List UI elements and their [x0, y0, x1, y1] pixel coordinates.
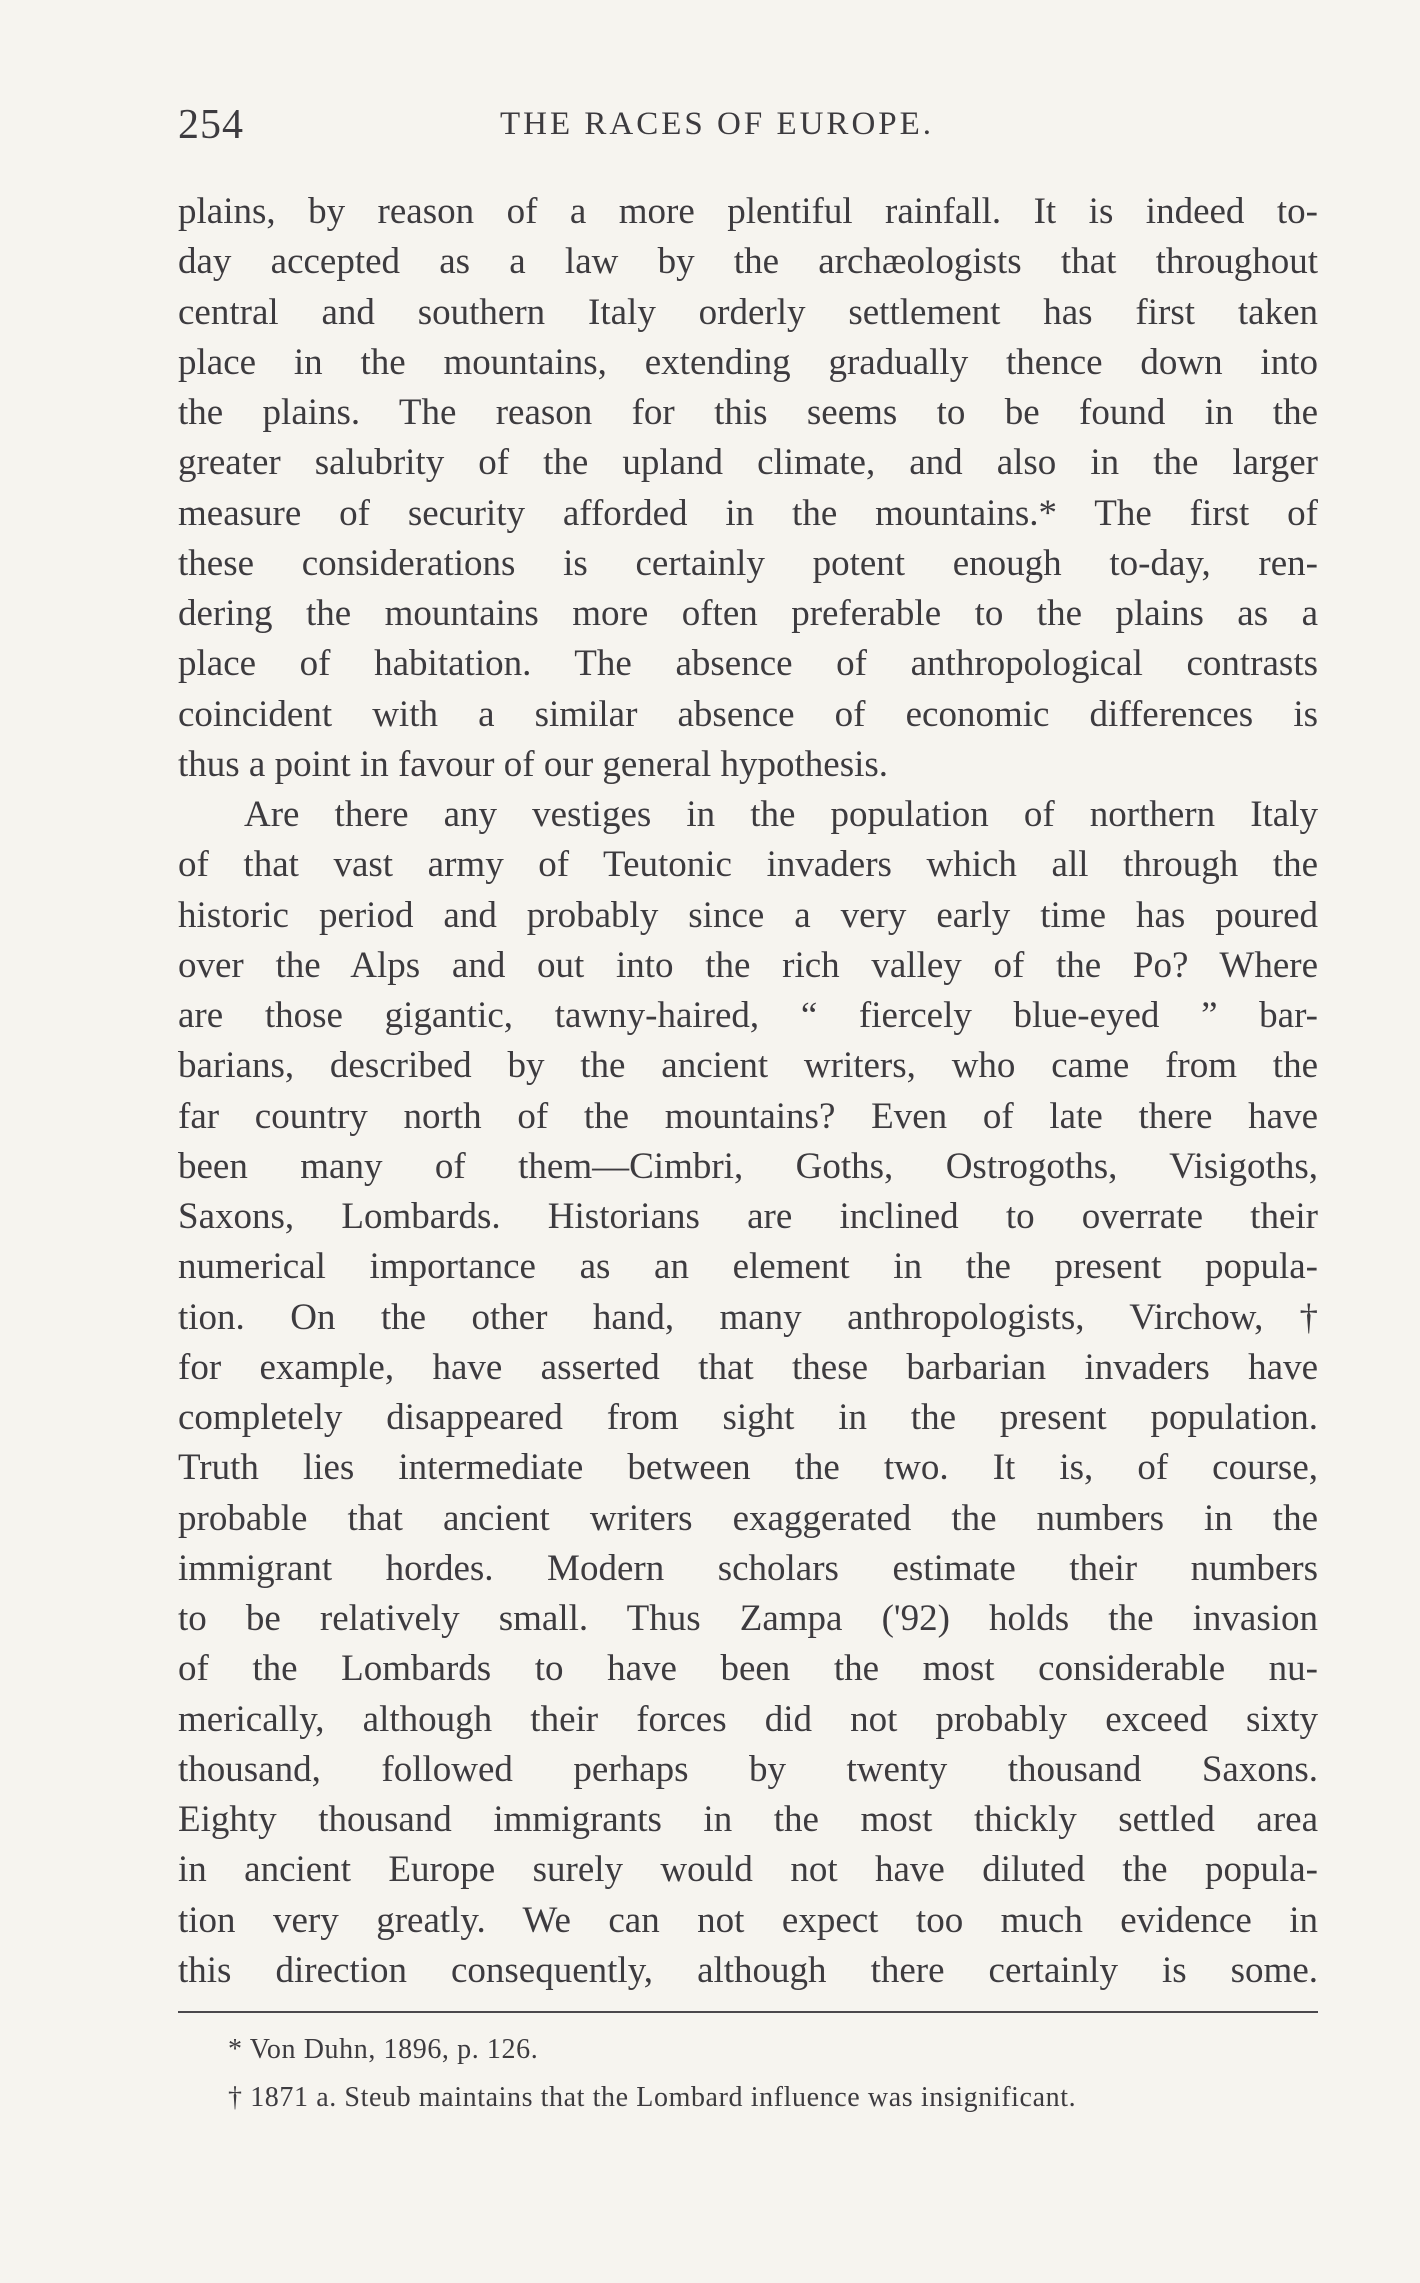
running-head: THE RACES OF EUROPE. — [500, 106, 935, 142]
text-line: coincident with a similar absence of economic differences is — [178, 693, 1318, 735]
text-line: this direction consequently, although there certainly is some. — [178, 1949, 1318, 1991]
text-line: probable that ancient writers exaggerated the numbers in the — [178, 1497, 1318, 1539]
text-line: thus a point in favour of our general hypothesis. — [178, 743, 889, 785]
text-line: merically, although their forces did not probably exceed sixty — [178, 1698, 1318, 1740]
text-line: these considerations is certainly potent enough to-day, ren- — [178, 542, 1318, 584]
text-line: immigrant hordes. Modern scholars estimate their numbers — [178, 1547, 1318, 1589]
text-line: measure of security afforded in the mountains.* The first of — [178, 492, 1318, 534]
footnotes — [228, 2026, 1318, 2122]
text-line: barians, described by the ancient writers, who came from the — [178, 1045, 1318, 1087]
text-line: plains, by reason of a more plentiful rainfall. It is indeed to- — [178, 191, 1318, 232]
text-line: thousand, followed perhaps by twenty thousand Saxons. — [178, 1748, 1318, 1790]
text-line: day accepted as a law by the archæologists that throughout — [178, 241, 1318, 283]
text-line: of that vast army of Teutonic invaders which all through the — [178, 844, 1318, 886]
footnote-rule — [178, 2011, 1318, 2013]
text-line: place of habitation. The absence of anthropological contrasts — [178, 643, 1318, 685]
text-line: over the Alps and out into the rich valley of the Po? Where — [178, 944, 1318, 986]
text-line: place in the mountains, extending gradually thence down into — [178, 341, 1318, 383]
text-line: the plains. The reason for this seems to be found in the — [178, 392, 1318, 433]
text-line: been many of them—Cimbri, Goths, Ostrogoths, Visigoths, — [178, 1145, 1318, 1187]
text-line: dering the mountains more often preferable to the plains as a — [178, 593, 1318, 634]
body-text — [178, 187, 1318, 1996]
text-line: are those gigantic, tawny-haired, “ fiercely blue-eyed ” bar- — [178, 995, 1318, 1036]
text-line: Saxons, Lombards. Historians are inclined to overrate their — [178, 1196, 1318, 1237]
text-line: Eighty thousand immigrants in the most thickly settled area — [178, 1799, 1318, 1840]
text-line: far country north of the mountains? Even of late there have — [178, 1095, 1318, 1137]
text-line: greater salubrity of the upland climate, and also in the larger — [178, 442, 1318, 484]
footnote: † 1871 a. Steub maintains that the Lombard influence was insignificant. — [228, 2082, 1077, 2113]
text-line: tion very greatly. We can not expect too much evidence in — [178, 1899, 1318, 1941]
text-line: in ancient Europe surely would not have diluted the popula- — [178, 1849, 1318, 1891]
page-number: 254 — [178, 102, 244, 148]
text-line: to be relatively small. Thus Zampa ('92) holds the invasion — [178, 1598, 1318, 1639]
text-line: for example, have asserted that these barbarian invaders have — [178, 1346, 1318, 1388]
text-line: central and southern Italy orderly settlement has first taken — [178, 291, 1318, 333]
text-line: historic period and probably since a very early time has poured — [178, 894, 1318, 936]
text-line: completely disappeared from sight in the present population. — [178, 1397, 1318, 1438]
text-line: Truth lies intermediate between the two. It is, of course, — [178, 1447, 1318, 1489]
text-line: Are there any vestiges in the population of northern Italy — [244, 794, 1318, 835]
footnote: * Von Duhn, 1896, p. 126. — [228, 2034, 539, 2065]
text-line: of the Lombards to have been the most considerable nu- — [178, 1648, 1318, 1690]
text-line: tion. On the other hand, many anthropologists, Virchow,† — [178, 1296, 1318, 1338]
text-line: numerical importance as an element in the present popula- — [178, 1246, 1318, 1288]
